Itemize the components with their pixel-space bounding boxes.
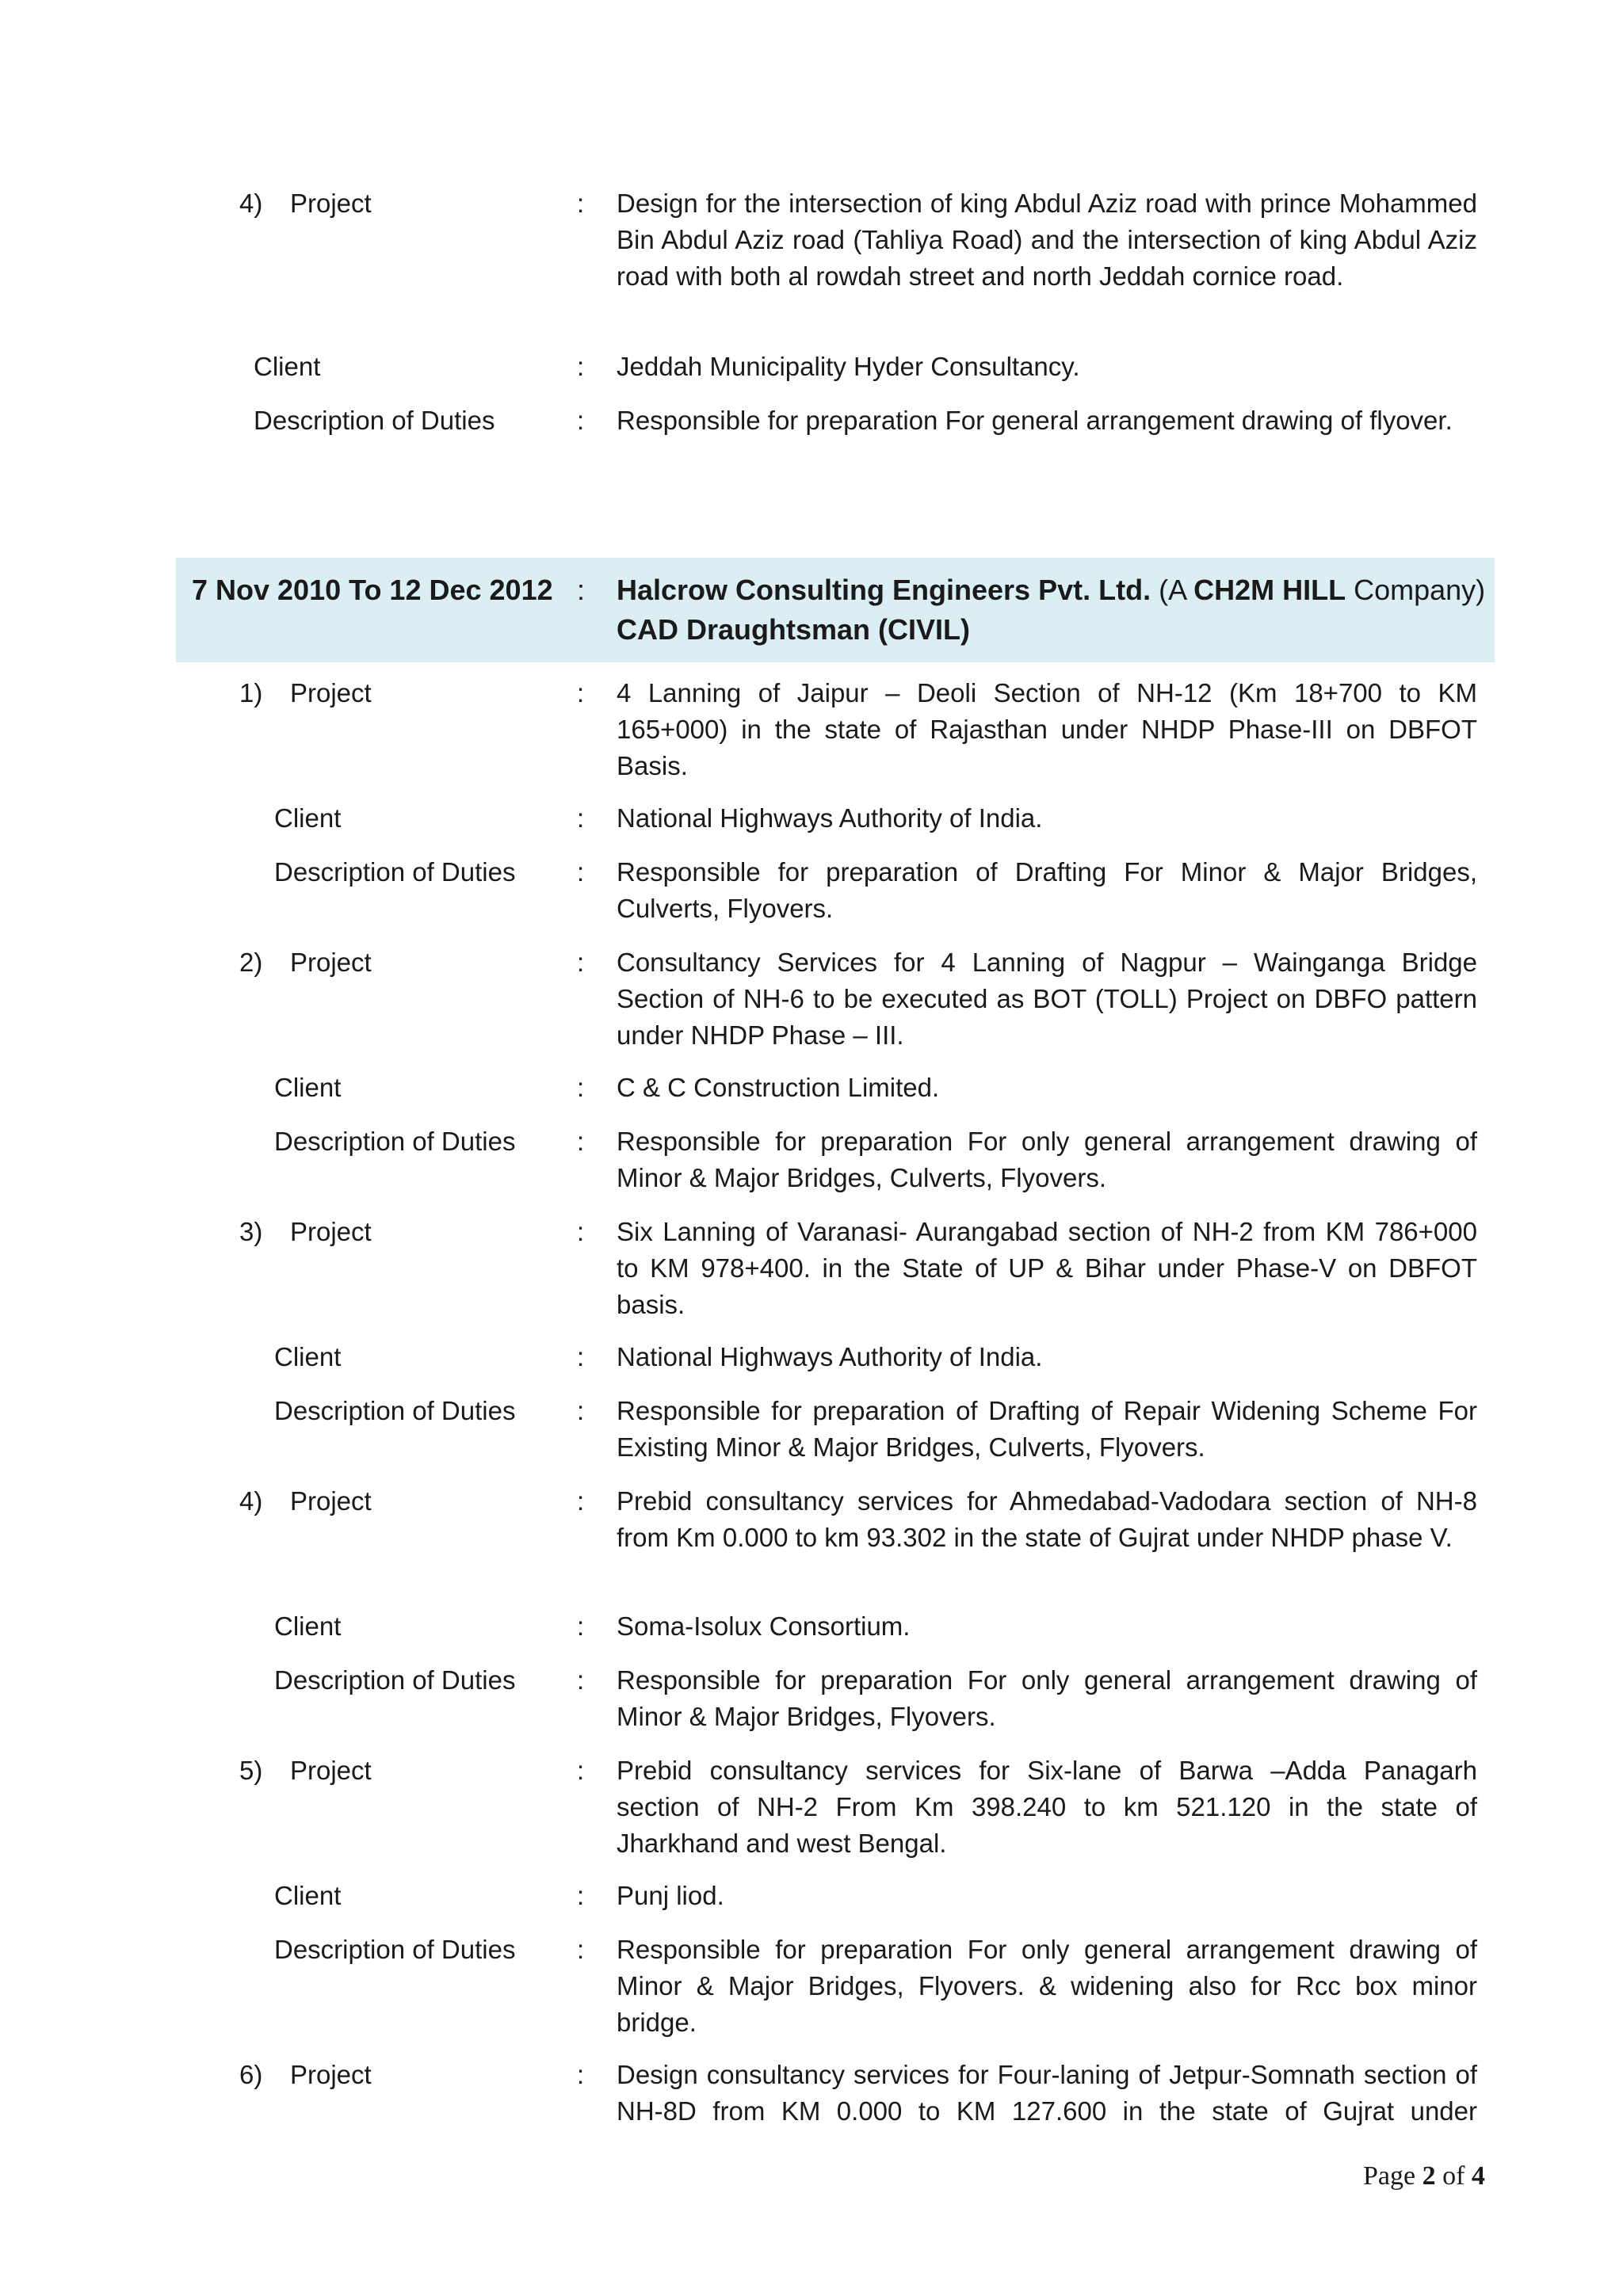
colon: : [577, 2060, 585, 2089]
colon: : [577, 1342, 585, 1371]
colon: : [577, 1611, 585, 1641]
duties-label: Description of Duties [274, 1127, 516, 1156]
client-label: Client [274, 803, 342, 833]
colon: : [577, 574, 586, 606]
duties-value: Responsible for preparation of Drafting For Minor & Major Bridges, Culverts, Flyovers. [617, 857, 1477, 923]
colon: : [577, 189, 585, 218]
duties-value: Responsible for preparation For only general arrangement drawing of Minor & Major Bridges, Flyovers. & widening also for Rcc box minor bridge. [617, 1935, 1477, 2037]
project-number: 1) [239, 678, 263, 707]
colon: : [577, 948, 585, 977]
page-number [1363, 2161, 1485, 2191]
project-number: 5) [239, 1756, 263, 1785]
project-label: Project [290, 678, 372, 707]
client-label: Client [274, 1073, 342, 1102]
client-value: Soma-Isolux Consortium. [617, 1611, 911, 1641]
project-number: 3) [239, 1217, 263, 1246]
company-name: Halcrow Consulting Engineers Pvt. Ltd. [617, 574, 1151, 606]
colon: : [577, 352, 585, 381]
project-label: Project [290, 1486, 372, 1516]
company-paren-open: (A [1151, 574, 1194, 606]
current-page: 2 [1422, 2161, 1436, 2191]
company-paren-close: Company) [1346, 574, 1486, 606]
colon: : [577, 803, 585, 833]
duties-value: Responsible for preparation For only general arrangement drawing of Minor & Major Bridges, Flyovers. [617, 1665, 1477, 1731]
duties-value: Responsible for preparation For general arrangement drawing of flyover. [617, 406, 1453, 435]
project-label: Project [290, 948, 372, 977]
parent-company: CH2M HILL [1193, 574, 1346, 606]
client-value: National Highways Authority of India. [617, 803, 1043, 833]
project-value: Design consultancy services for Four-laning of Jetpur-Somnath section of NH-8D from KM 0.000 to KM 127.600 in the state of Gujrat under [617, 2060, 1477, 2126]
project-label: Project [290, 1756, 372, 1785]
duties-label: Description of Duties [254, 406, 495, 435]
project-number: 4) [239, 189, 263, 218]
duties-value: Responsible for preparation For only general arrangement drawing of Minor & Major Bridges, Culverts, Flyovers. [617, 1127, 1477, 1192]
colon: : [577, 1217, 585, 1246]
project-label: Project [290, 189, 372, 218]
project-number: 2) [239, 948, 263, 977]
client-label: Client [274, 1611, 342, 1641]
of-word: of [1435, 2161, 1472, 2191]
colon: : [577, 857, 585, 887]
client-value: Punj liod. [617, 1881, 724, 1910]
project-value: 4 Lanning of Jaipur – Deoli Section of NH-12 (Km 18+700 to KM 165+000) in the state of Rajasthan under NHDP Phase-III on DBFOT Basis. [617, 678, 1477, 780]
colon: : [577, 1935, 585, 1964]
colon: : [577, 1665, 585, 1695]
colon: : [577, 1073, 585, 1102]
project-number: 6) [239, 2060, 263, 2089]
colon: : [577, 1127, 585, 1156]
duties-label: Description of Duties [274, 1665, 516, 1695]
client-value: Jeddah Municipality Hyder Consultancy. [617, 352, 1080, 381]
duties-label: Description of Duties [274, 1935, 516, 1964]
duties-label: Description of Duties [274, 1396, 516, 1425]
project-number: 4) [239, 1486, 263, 1516]
employment-period: 7 Nov 2010 To 12 Dec 2012 [192, 574, 553, 606]
project-value: Consultancy Services for 4 Lanning of Nagpur – Wainganga Bridge Section of NH-6 to be executed as BOT (TOLL) Project on DBFO pattern under NHDP Phase – III. [617, 948, 1477, 1050]
colon: : [577, 1396, 585, 1425]
project-value: Prebid consultancy services for Ahmedabad-Vadodara section of NH-8 from Km 0.000 to km 93.302 in the state of Gujrat under NHDP phase V. [617, 1486, 1477, 1552]
client-label: Client [274, 1881, 342, 1910]
client-value: C & C Construction Limited. [617, 1073, 940, 1102]
employer-name [617, 570, 1485, 610]
colon: : [577, 1486, 585, 1516]
employment-header [176, 558, 1495, 662]
project-value: Six Lanning of Varanasi- Aurangabad section of NH-2 from KM 786+000 to KM 978+400. in the State of UP & Bihar under Phase-V on DBFOT basis. [617, 1217, 1477, 1319]
project-value: Design for the intersection of king Abdul Aziz road with prince Mohammed Bin Abdul Aziz road (Tahliya Road) and the intersection of king Abdul Aziz road with both al rowdah street and north Jeddah cornice road. [617, 189, 1477, 291]
project-label: Project [290, 1217, 372, 1246]
colon: : [577, 678, 585, 707]
page-word: Page [1363, 2161, 1423, 2191]
client-value: National Highways Authority of India. [617, 1342, 1043, 1371]
project-value: Prebid consultancy services for Six-lane of Barwa –Adda Panagarh section of NH-2 From Km 398.240 to km 521.120 in the state of Jharkhand and west Bengal. [617, 1756, 1477, 1858]
colon: : [577, 1881, 585, 1910]
duties-label: Description of Duties [274, 857, 516, 887]
client-label: Client [254, 352, 321, 381]
colon: : [577, 406, 585, 435]
job-role: CAD Draughtsman (CIVIL) [617, 613, 971, 646]
client-label: Client [274, 1342, 342, 1371]
colon: : [577, 1756, 585, 1785]
project-label: Project [290, 2060, 372, 2089]
total-pages: 4 [1471, 2161, 1485, 2191]
duties-value: Responsible for preparation of Drafting of Repair Widening Scheme For Existing Minor & Major Bridges, Culverts, Flyovers. [617, 1396, 1477, 1462]
